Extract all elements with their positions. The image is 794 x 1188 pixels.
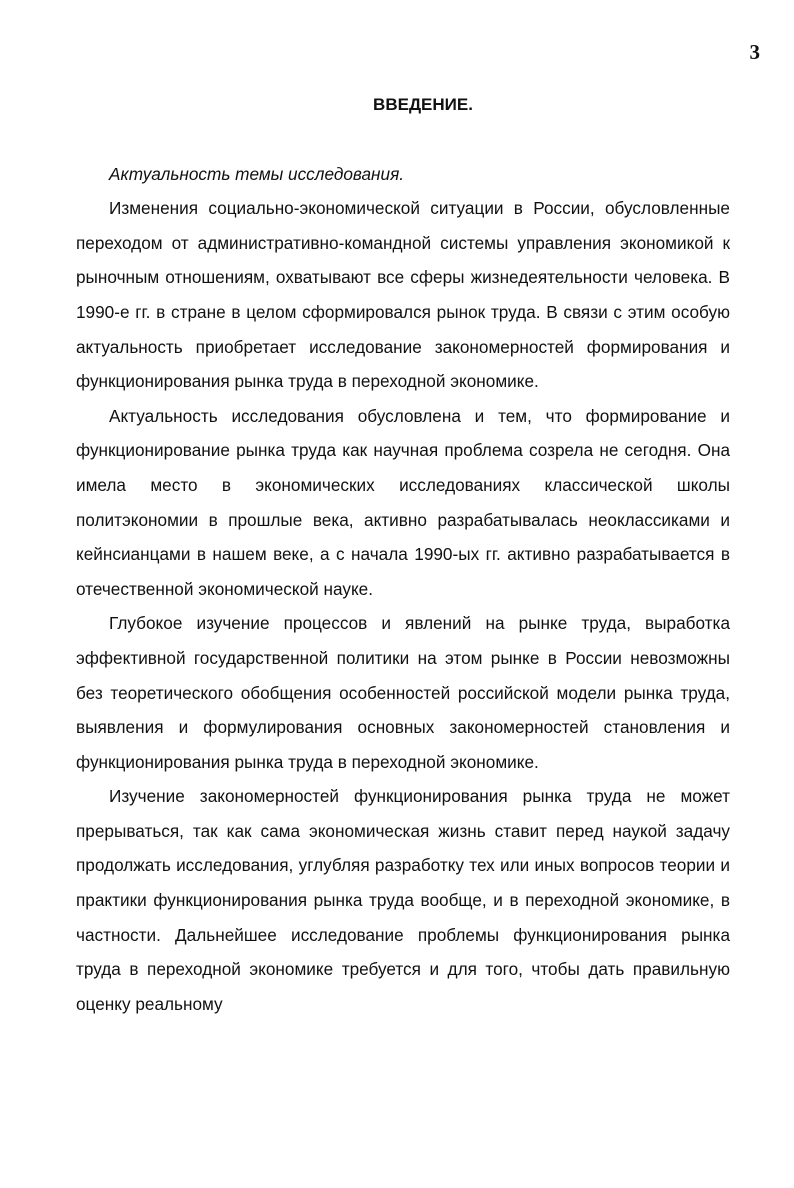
document-body — [76, 88, 730, 1021]
paragraph-2: Актуальность исследования обусловлена и тем, что формирование и функционирование рынка труда как научная проблема созрела не сегодня. Она имела место в экономических исследованиях классической школы политэкономии в прошлые века, активно разрабатывалась неоклассиками и кейнсианцами в нашем веке, а с начала 1990-ых гг. активно разрабатывается в отечественной экономической науке. — [76, 405, 730, 599]
section-heading: ВВЕДЕНИЕ. — [373, 95, 473, 114]
paragraph-1: Изменения социально-экономической ситуации в России, обусловленные переходом от административно-командной системы управления экономикой к рыночным отношениям, охватывают все сферы жизнедеятельности человека. В 1990-е гг. в стране в целом сформировался рынок труда. В связи с этим особую актуальность приобретает исследование закономерностей формирования и функционирования рынка труда в переходной экономике. — [76, 198, 730, 392]
section-subheading: Актуальность темы исследования. — [109, 163, 405, 184]
page-number: 3 — [749, 40, 760, 64]
paragraph-3: Глубокое изучение процессов и явлений на рынке труда, выработка эффективной государственной политики на этом рынке в России невозможны без теоретического обобщения особенностей российской модели рынка труда, выявления и формулирования основных закономерностей становления и функционирования рынка труда в переходной экономике. — [76, 613, 730, 772]
paragraph-4: Изучение закономерностей функционирования рынка труда не может прерываться, так как сама экономическая жизнь ставит перед наукой задачу продолжать исследования, углубляя разработку тех или иных вопросов теории и практики функционирования рынка труда вообще, и в переходной экономике, в частности. Дальнейшее исследование проблемы функционирования рынка труда в переходной экономике требуется и для того, чтобы дать правильную оценку реальному — [76, 786, 730, 1014]
